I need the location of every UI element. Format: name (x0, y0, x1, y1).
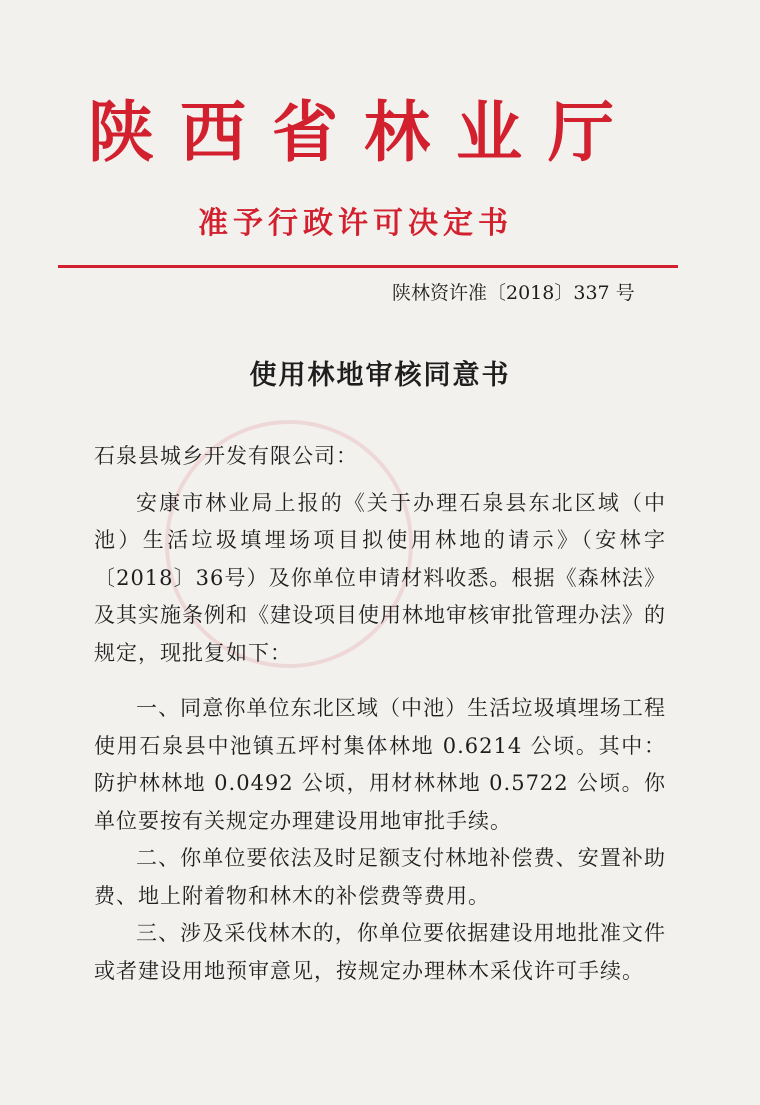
document-title: 使用林地审核同意书 (249, 360, 511, 391)
red-divider-line (58, 265, 678, 268)
document-body (94, 438, 666, 990)
paragraph-item-2: 二、你单位要依法及时足额支付林地补偿费、安置补助费、地上附着物和林木的补偿费等费用。 (94, 846, 666, 908)
paragraph-intro: 安康市林业局上报的《关于办理石泉县东北区域（中池）生活垃圾填埋场项目拟使用林地的请示》（安林字〔2018〕36号）及你单位申请材料收悉。根据《森林法》及其实施条例和《建设项目使用林地审核审批管理办法》的规定，现批复如下： (94, 490, 666, 665)
salutation: 石泉县城乡开发有限公司： (94, 444, 358, 468)
issuing-authority-title: 陕西省林业厅 (88, 93, 640, 171)
paragraph-item-3: 三、涉及采伐林木的，你单位要依据建设用地批准文件或者建设用地预审意见，按规定办理林木采伐许可手续。 (94, 921, 666, 983)
document-type-subtitle: 准予行政许可决定书 (198, 206, 513, 241)
document-number: 陕林资许准〔2018〕337 号 (392, 282, 635, 304)
paragraph-item-1: 一、同意你单位东北区域（中池）生活垃圾填埋场工程使用石泉县中池镇五坪村集体林地 0.6214 公顷。其中：防护林林地 0.0492 公顷，用材林林地 0.5722 公顷。你单位要按有关规定办理建设用地审批手续。 (94, 696, 667, 833)
